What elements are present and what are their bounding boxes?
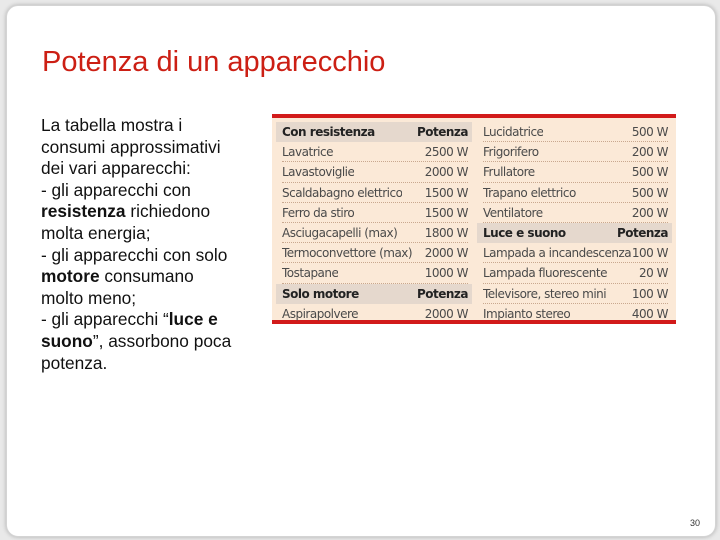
appliance-name: Ventilatore [483,205,543,220]
body-line [41,266,263,288]
power-value: 200 W [631,145,668,160]
power-value: 200 W [631,205,668,220]
power-value: 1500 W [424,205,468,220]
appliance-name: Solo motore [282,286,359,301]
table-row [282,142,468,162]
table-section-header [477,223,672,243]
power-value: Potenza [616,225,668,240]
table-row [282,203,468,223]
power-value: 100 W [631,246,668,261]
power-value: 20 W [639,266,668,281]
table-row [483,304,668,324]
appliance-name: Con resistenza [282,125,375,139]
table-row [483,122,668,142]
power-value: Potenza [416,286,468,301]
body-line-rest: ”, assorbono poca [92,330,232,351]
body-line-rest: richiedono [125,201,211,222]
appliance-name: Frigorifero [483,145,539,160]
table-row [282,243,468,263]
page-number: 30 [690,518,701,528]
bold-term-suono: suono [41,330,93,351]
table-row [483,284,668,304]
power-value: 500 W [631,185,668,200]
body-line [41,201,263,223]
body-line-rest: consumano [99,266,194,287]
body-line: - gli apparecchi con [41,179,191,200]
appliance-name: Lavatrice [282,145,333,160]
appliance-name: Termoconvettore (max) [282,246,413,261]
table-row [282,223,468,243]
appliance-name: Asciugacapelli (max) [282,225,398,240]
table-row [483,183,668,203]
table-row [282,263,468,283]
power-value: 1500 W [424,185,468,200]
table-row [483,243,668,263]
power-value: Potenza [416,125,468,139]
appliance-name: Ferro da stiro [282,205,355,220]
body-line: dei vari apparecchi: [41,158,191,179]
appliance-name: Luce e suono [483,225,566,240]
table-column-right [483,122,668,324]
body-line: molta energia; [41,222,151,243]
bold-term-resistenza: resistenza [41,201,126,222]
body-line: potenza. [41,352,108,373]
appliance-name: Frullatore [483,165,535,180]
body-line: La tabella mostra i [41,115,183,135]
power-value: 500 W [631,165,668,180]
table-row [483,263,668,283]
power-value: 2000 W [424,246,468,261]
table-row [282,162,468,182]
table-row [282,183,468,203]
table-row [483,162,668,182]
power-value: 2000 W [424,165,468,180]
body-line [41,331,263,353]
body-line: consumi approssimativi [41,136,221,157]
table-row [483,142,668,162]
appliance-name: Televisore, stereo mini [483,286,607,301]
power-value: 100 W [631,286,668,301]
body-line-pre: - gli apparecchi “ [41,309,169,330]
power-value: 2500 W [424,145,468,160]
appliance-name: Lampada a incandescenza [483,246,632,261]
power-value: 500 W [631,125,668,139]
body-text [41,115,263,374]
power-value: 400 W [631,306,668,321]
table-section-header [276,284,472,304]
appliance-name: Lavastoviglie [282,165,355,180]
appliance-name: Scaldabagno elettrico [282,185,403,200]
table-section-header [276,122,472,142]
table-row [282,304,468,324]
appliance-name: Lucidatrice [483,125,544,139]
table-column-left [282,122,468,324]
bold-term-motore: motore [41,266,100,287]
bold-term-luce: luce e [168,309,218,330]
appliance-name: Impianto stereo [483,306,571,321]
power-table [272,114,676,324]
power-value: 2000 W [424,306,468,321]
power-value: 1000 W [424,266,468,281]
power-value: 1800 W [424,225,468,240]
body-line: - gli apparecchi con solo [41,244,228,265]
appliance-name: Lampada fluorescente [483,266,607,281]
appliance-name: Trapano elettrico [483,185,576,200]
appliance-name: Aspirapolvere [282,306,359,321]
appliance-name: Tostapane [282,266,339,281]
body-line [41,309,263,331]
table-row [483,203,668,223]
slide-title: Potenza di un apparecchio [42,46,386,78]
body-line: molto meno; [41,287,137,308]
